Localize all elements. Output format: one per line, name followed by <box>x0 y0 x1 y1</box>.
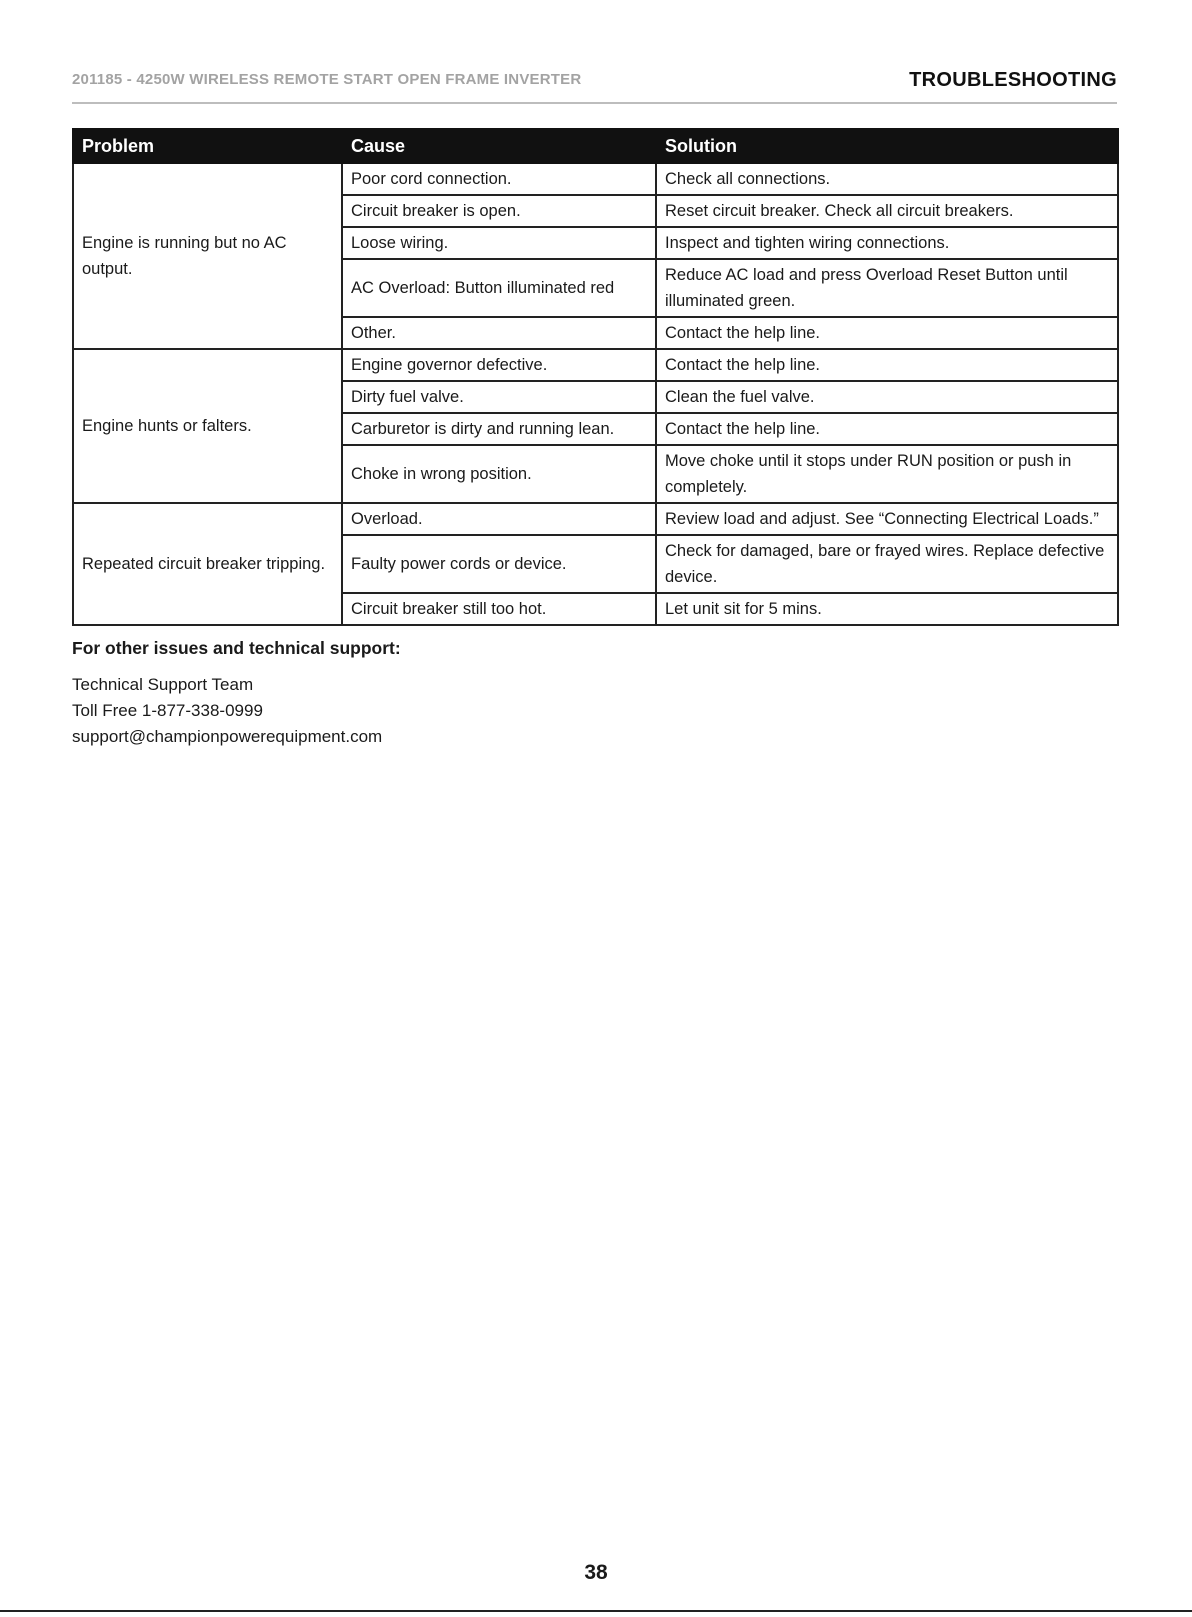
solution-cell: Contact the help line. <box>656 349 1118 381</box>
bottom-divider <box>0 1610 1192 1612</box>
cause-cell: Circuit breaker still too hot. <box>342 593 656 625</box>
cause-cell: Faulty power cords or device. <box>342 535 656 593</box>
solution-cell: Clean the fuel valve. <box>656 381 1118 413</box>
support-contact <box>72 672 382 750</box>
cause-cell: Loose wiring. <box>342 227 656 259</box>
table-row <box>73 349 1118 381</box>
solution-cell: Reduce AC load and press Overload Reset Button until illuminated green. <box>656 259 1118 317</box>
problem-cell: Engine hunts or falters. <box>73 349 342 503</box>
column-header-solution: Solution <box>656 129 1118 163</box>
table-header-row <box>73 129 1118 163</box>
solution-cell: Let unit sit for 5 mins. <box>656 593 1118 625</box>
table-row <box>73 503 1118 535</box>
solution-cell: Inspect and tighten wiring connections. <box>656 227 1118 259</box>
cause-cell: Carburetor is dirty and running lean. <box>342 413 656 445</box>
column-header-cause: Cause <box>342 129 656 163</box>
solution-cell: Check for damaged, bare or frayed wires. Replace defective device. <box>656 535 1118 593</box>
cause-cell: Poor cord connection. <box>342 163 656 195</box>
support-heading: For other issues and technical support: <box>72 638 401 658</box>
solution-cell: Contact the help line. <box>656 413 1118 445</box>
column-header-problem: Problem <box>73 129 342 163</box>
solution-cell: Review load and adjust. See “Connecting Electrical Loads.” <box>656 503 1118 535</box>
solution-cell: Reset circuit breaker. Check all circuit breakers. <box>656 195 1118 227</box>
solution-cell: Contact the help line. <box>656 317 1118 349</box>
section-title: TROUBLESHOOTING <box>909 69 1117 91</box>
table-row <box>73 163 1118 195</box>
troubleshooting-table <box>72 128 1119 626</box>
problem-cell: Engine is running but no AC output. <box>73 163 342 349</box>
cause-cell: Other. <box>342 317 656 349</box>
support-email: support@championpowerequipment.com <box>72 727 383 746</box>
support-team: Technical Support Team <box>72 675 254 694</box>
solution-cell: Check all connections. <box>656 163 1118 195</box>
page-number: 38 <box>584 1561 608 1584</box>
cause-cell: Circuit breaker is open. <box>342 195 656 227</box>
document-title: 201185 - 4250W WIRELESS REMOTE START OPEN FRAME INVERTER <box>72 71 582 88</box>
cause-cell: Dirty fuel valve. <box>342 381 656 413</box>
page-header <box>72 66 1117 104</box>
support-phone: Toll Free 1-877-338-0999 <box>72 701 263 720</box>
cause-cell: Overload. <box>342 503 656 535</box>
cause-cell: AC Overload: Button illuminated red <box>342 259 656 317</box>
solution-cell: Move choke until it stops under RUN position or push in completely. <box>656 445 1118 503</box>
cause-cell: Engine governor defective. <box>342 349 656 381</box>
problem-cell: Repeated circuit breaker tripping. <box>73 503 342 625</box>
cause-cell: Choke in wrong position. <box>342 445 656 503</box>
